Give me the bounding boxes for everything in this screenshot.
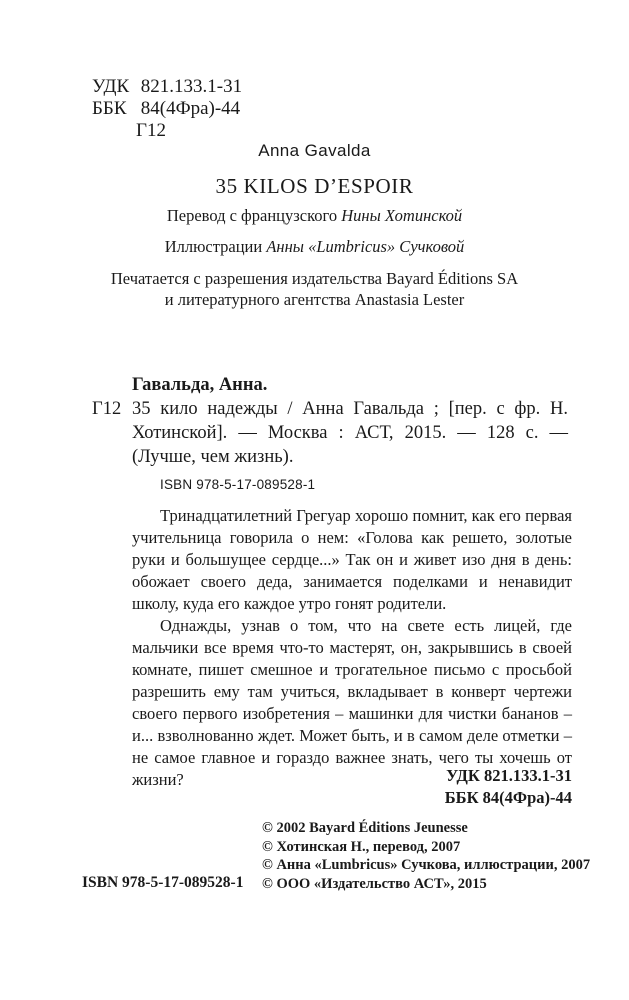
translation-credit (0, 206, 629, 226)
isbn-bottom: ISBN 978-5-17-089528-1 (82, 874, 244, 891)
bbk-value: 84(4Фра)-44 (140, 98, 241, 119)
record-description: 35 кило надежды / Анна Гавальда ; [пер. с фр. Н. Хотинской]. — Москва : АСТ, 2015. — 128 с. — (Лучше, чем жизнь). (132, 399, 568, 467)
illustration-credit (0, 237, 629, 257)
annotation-paragraph-2: Однажды, узнав о том, что на свете есть лицей, где мальчики все время что-то мастерят, он, закрывшись в своей комнате, пишет смешное и трогательное письмо с просьбой разрешить ему там учиться, вкладывает в конверт чертежи своего первого изобретения – машинки для чистки бананов – и... взволнованно ждет. Может быть, и в самом деле отметки – не самое главное и гораздо важнее знать, чего ты хочешь от жизни? (132, 616, 572, 789)
record-heading: Гавальда, Анна. (132, 375, 268, 395)
translation-prefix: Перевод с французского (166, 206, 338, 225)
copyright-line: © ООО «Издательство АСТ», 2015 (262, 875, 487, 892)
copyright-block (262, 819, 590, 893)
bbk-bottom-line: ББК 84(4Фра)-44 (444, 788, 572, 807)
record-code: Г12 (92, 399, 122, 419)
book-title: 35 KILOS D’ESPOIR (215, 174, 414, 198)
udk-label: УДК (92, 76, 130, 97)
illustrator-name: Анны «Lumbricus» Сучковой (266, 237, 465, 256)
permission-line-2: и литературного агентства Anastasia Lester (164, 290, 465, 309)
permission-line-1: Печатается с разрешения издательства Bayard Éditions SA (110, 269, 519, 288)
copyright-line: © 2002 Bayard Éditions Jeunesse (262, 820, 468, 836)
copyright-line: © Анна «Lumbricus» Сучкова, иллюстрации, 2007 (262, 857, 591, 873)
translator-name: Нины Хотинской (341, 206, 463, 225)
annotation-paragraph-1: Тринадцатилетний Грегуар хорошо помнит, как его первая учительница говорила о нем: «Голова как решето, золотые руки и большущее сердце...» Так он и живет изо дня в день: обожает своего деда, занимается поделками и ненавидит школу, куда его каждое утро гонят родители. (132, 506, 572, 613)
permission-notice (0, 268, 629, 310)
udk-bbk-block (92, 76, 242, 142)
bbk-label: ББК (92, 98, 127, 119)
udk-bottom-line: УДК 821.133.1-31 (446, 766, 572, 785)
bibliographic-record (92, 373, 572, 469)
record-isbn: ISBN 978-5-17-089528-1 (160, 477, 316, 492)
author-name: Anna Gavalda (258, 141, 371, 160)
annotation (132, 505, 572, 791)
illustration-prefix: Иллюстрации (164, 237, 263, 256)
copyright-line: © Хотинская Н., перевод, 2007 (262, 838, 461, 855)
udk-bbk-bottom (445, 765, 572, 809)
author-sign: Г12 (136, 120, 166, 141)
udk-value: 821.133.1-31 (140, 76, 243, 97)
